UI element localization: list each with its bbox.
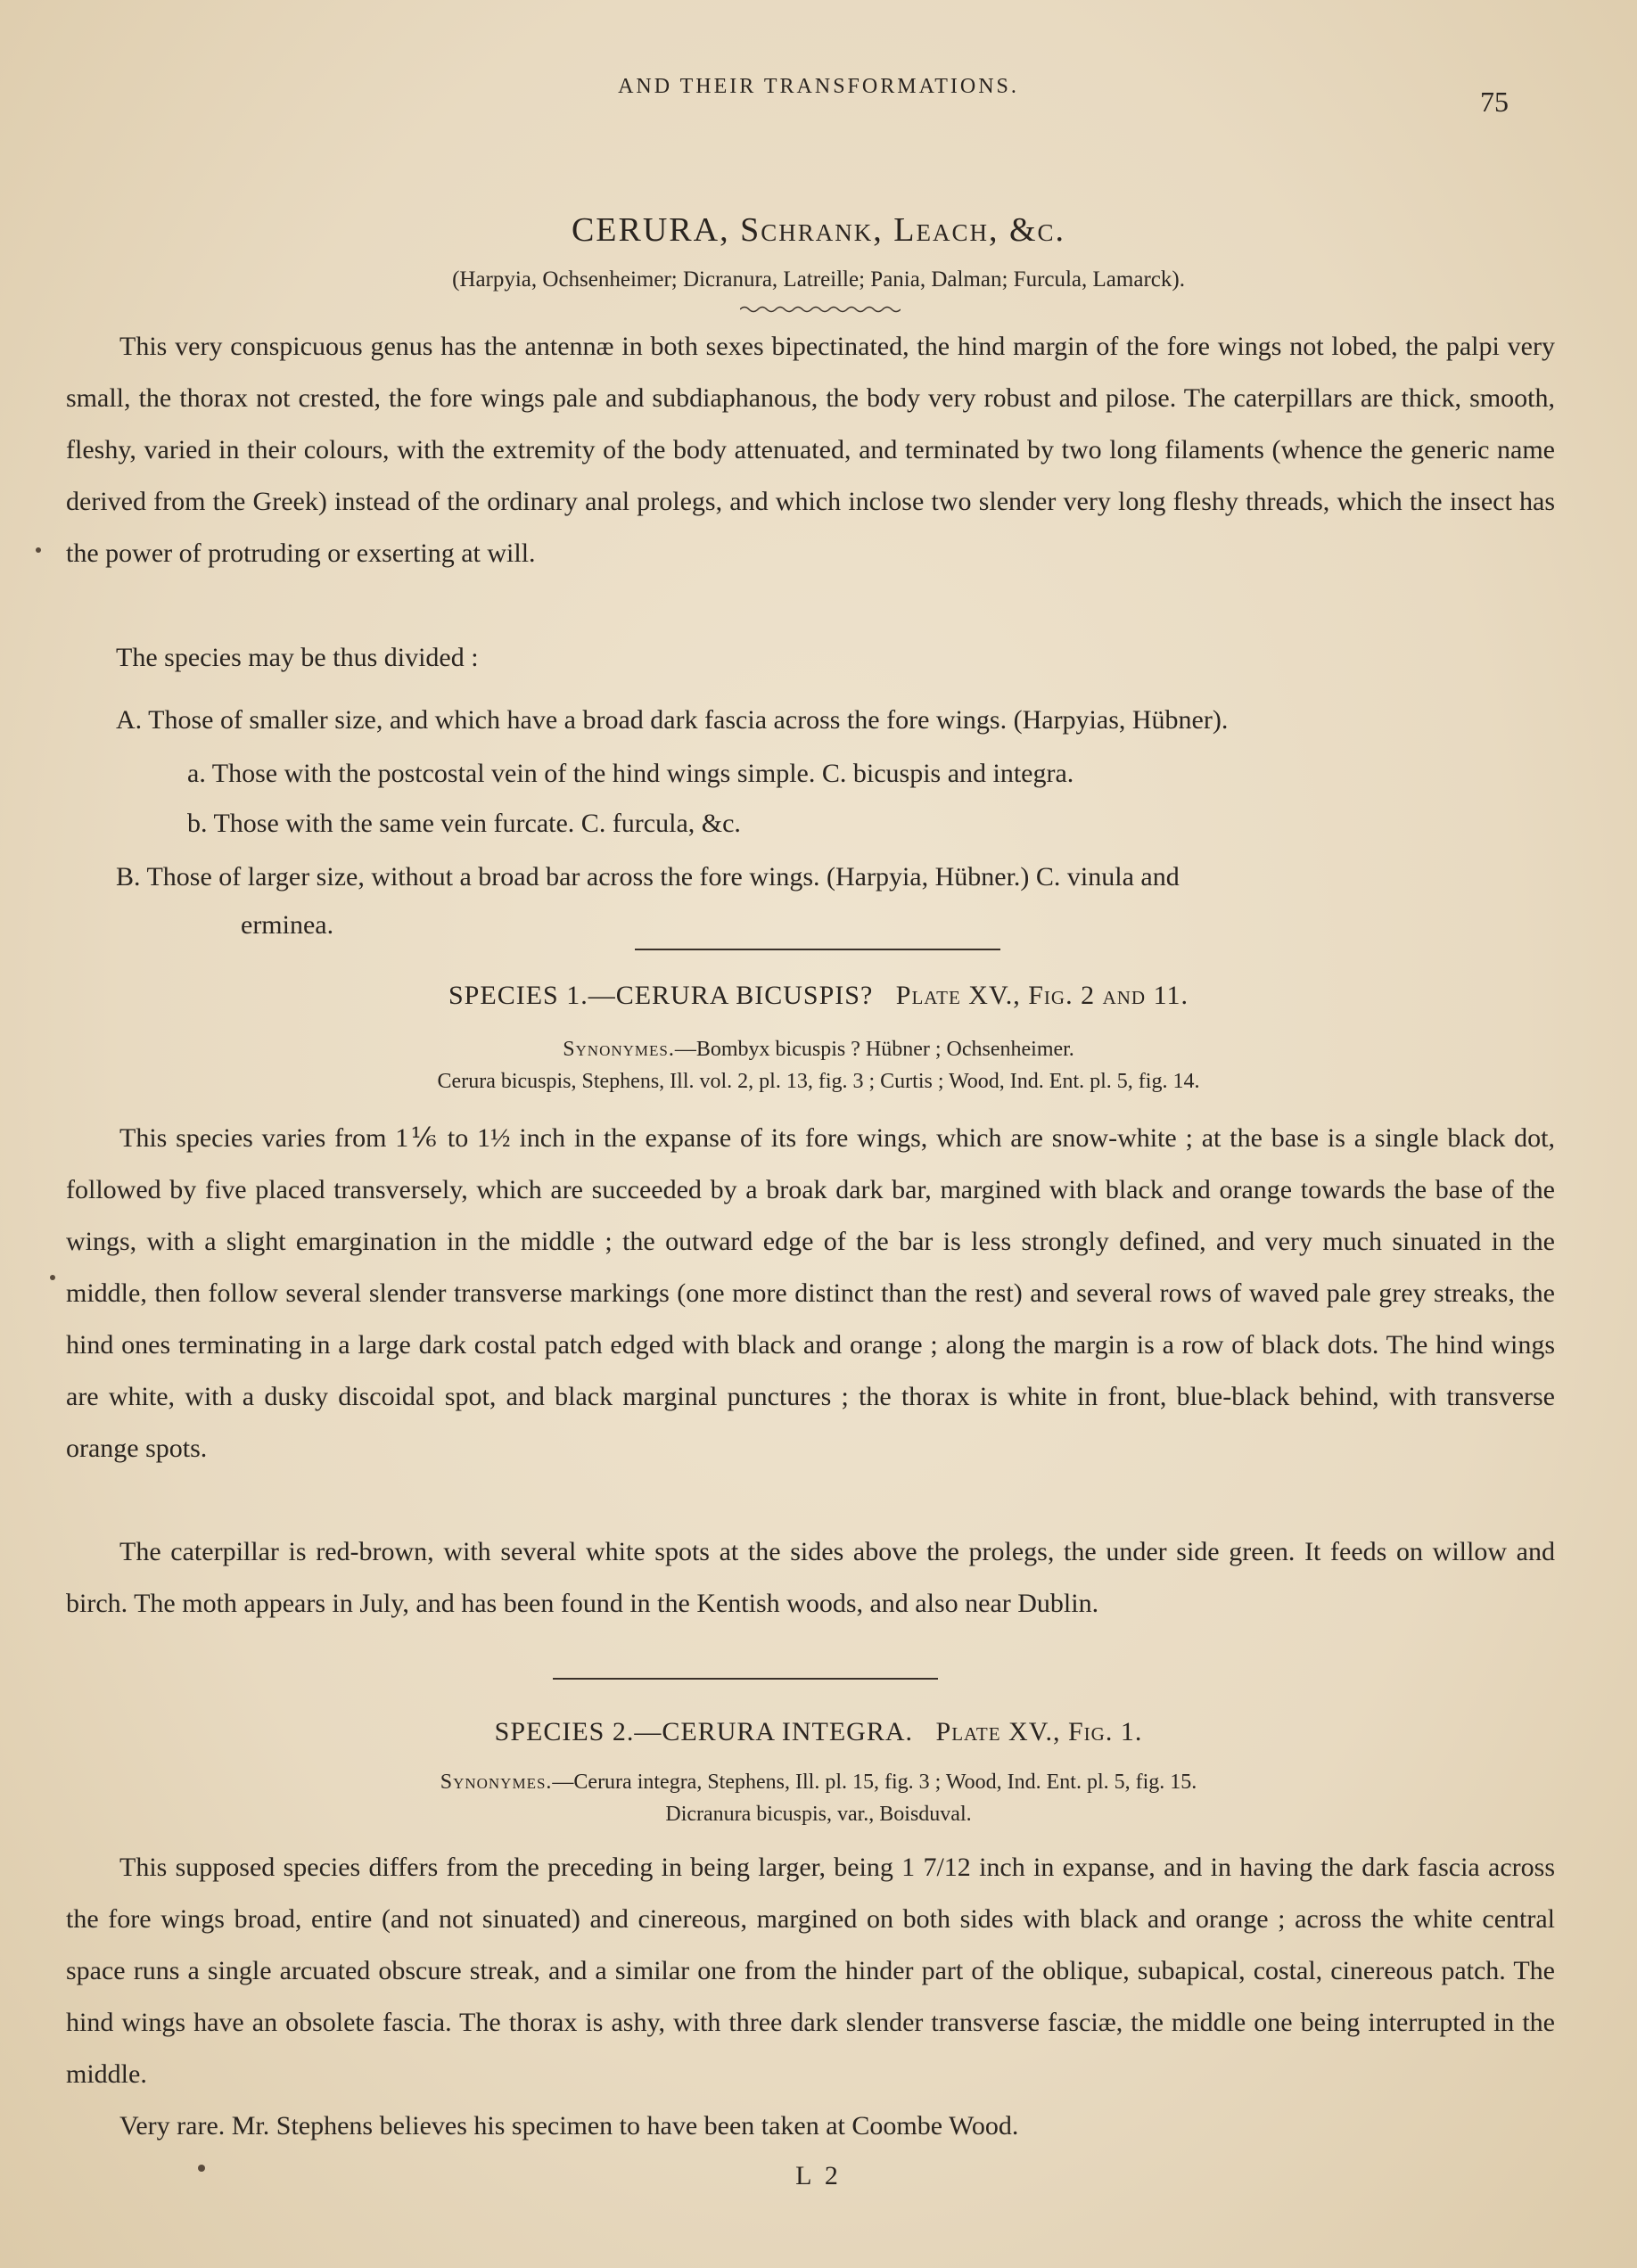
species1-synonyms-line2: Cerura bicuspis, Stephens, Ill. vol. 2, pl. 13, fig. 3 ; Curtis ; Wood, Ind. Ent. pl. 5, fig. 14. <box>437 1070 1200 1093</box>
species1-heading <box>0 981 1637 1011</box>
species1-syn-label: Synonymes. <box>563 1038 675 1061</box>
species2-synonyms-line1 <box>0 1771 1637 1795</box>
paper-speck <box>36 547 41 553</box>
species2-rarity-text: Very rare. Mr. Stephens believes his specimen to have been taken at Coombe Wood. <box>119 2111 1019 2141</box>
genus-description: This very conspicuous genus has the antennæ in both sexes bipectinated, the hind margin of the fore wings not lobed, the palpi very small, the thorax not crested, the fore wings pale and subdiaphanous, the body very robust and pilose. The caterpillars are thick, smooth, fleshy, varied in their colours, with the extremity of the body attenuated, and terminated by two long filaments (whence the generic name derived from the Greek) instead of the ordinary anal prolegs, and which inclose two slender very long fleshy threads, which the insect has the power of protruding or exserting at will. <box>66 332 1555 568</box>
species2-title: SPECIES 2.—CERURA INTEGRA. <box>494 1717 914 1746</box>
division-B: B. Those of larger size, without a broad bar across the fore wings. (Harpyia, Hübner.) C. vinula and <box>116 862 1180 892</box>
division-b: b. Those with the same vein furcate. C. furcula, &c. <box>187 809 741 838</box>
species1-caterpillar: The caterpillar is red-brown, with several white spots at the sides above the prolegs, the under side green. It feeds on willow and birch. The moth appears in July, and has been found in the Kentish woods, and also near Dublin. <box>66 1537 1555 1618</box>
species1-plate: Plate XV., Fig. 2 and 11. <box>895 981 1189 1010</box>
species2-description: This supposed species differs from the preceding in being larger, being 1 7/12 inch in expanse, and in having the dark fascia across the fore wings broad, entire (and not sinuated) and cinereous, margined on both sides with black and orange ; across the white central space runs a single arcuated obscure streak, and a similar one from the hinder part of the oblique, subapical, costal, cinereous patch. The hind wings have an obsolete fascia. The thorax is ashy, with three dark slender transverse fasciæ, the middle one being interrupted in the middle. <box>66 1853 1555 2089</box>
species2-syn-label: Synonymes. <box>440 1771 553 1794</box>
paper-speck <box>198 2165 205 2172</box>
species1-description: This species varies from 1⅙ to 1½ inch in the expanse of its fore wings, which are snow-white ; at the base is a single black dot, followed by five placed transversely, which are succeeded by a broak dark bar, margined with black and orange towards the base of the wings, with a slight emargination in the middle ; the outward edge of the bar is less strongly defined, and very much sinuated in the middle, then follow several slender transverse markings (one more distinct than the rest) and several rows of waved pale grey streaks, the hind ones terminating in a large dark costal patch edged with black and orange ; along the margin is a row of black dots. The hind wings are white, with a dusky discoidal spot, and black marginal punctures ; the thorax is white in front, blue-black behind, with transverse orange spots. <box>66 1123 1555 1463</box>
division-A: A. Those of smaller size, and which have a broad dark fascia across the fore wings. (Harpyias, Hübner). <box>116 705 1229 735</box>
genus-authors: Schrank, Leach, &c. <box>740 211 1066 249</box>
species2-heading <box>0 1717 1637 1747</box>
species2-synonyms-line2: Dicranura bicuspis, var., Boisduval. <box>665 1803 972 1826</box>
division-a: a. Those with the postcostal vein of the hind wings simple. C. bicuspis and integra. <box>187 759 1074 788</box>
page-number: 75 <box>1480 86 1509 118</box>
section-rule <box>635 949 1000 950</box>
genus-title <box>0 210 1637 250</box>
species2-plate: Plate XV., Fig. 1. <box>935 1717 1143 1746</box>
genus-synonyms: (Harpyia, Ochsenheimer; Dicranura, Latreille; Pania, Dalman; Furcula, Lamarck). <box>452 267 1185 292</box>
species1-syn-text1: —Bombyx bicuspis ? Hübner ; Ochsenheimer. <box>674 1038 1074 1061</box>
species2-rarity <box>66 2100 1493 2152</box>
division-intro: The species may be thus divided : <box>116 643 479 672</box>
species1-title: SPECIES 1.—CERURA BICUSPIS? <box>448 981 874 1010</box>
section-rule <box>553 1678 938 1680</box>
genus-name: CERURA, <box>571 211 730 249</box>
species1-synonyms-line1 <box>0 1038 1637 1062</box>
running-head: AND THEIR TRANSFORMATIONS. <box>618 75 1019 98</box>
division-B-continued: erminea. <box>241 910 334 940</box>
paper-speck <box>50 1275 55 1280</box>
species2-syn-text1: —Cerura integra, Stephens, Ill. pl. 15, fig. 3 ; Wood, Ind. Ent. pl. 5, fig. 15. <box>552 1771 1197 1794</box>
wavy-ornament <box>740 305 901 314</box>
signature-mark: L 2 <box>795 2161 842 2190</box>
